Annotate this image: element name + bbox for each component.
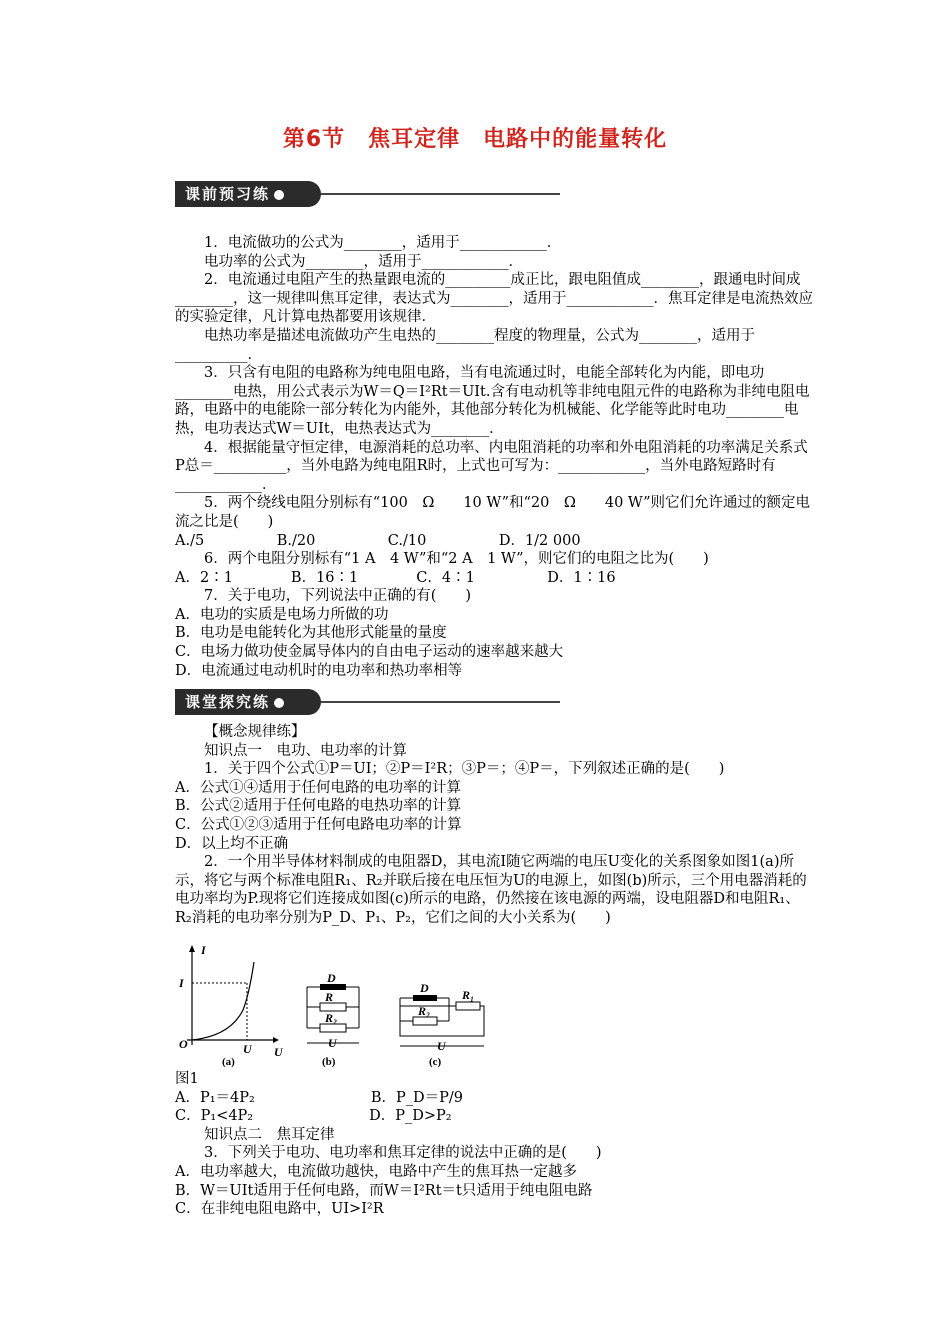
device-d — [413, 995, 437, 1001]
resistor-r2 — [320, 1024, 346, 1032]
origin-label: O — [179, 1037, 188, 1051]
section-banner-class — [175, 689, 560, 715]
label-d: D — [420, 981, 429, 995]
arrow-icon — [273, 1037, 279, 1043]
label-d: D — [327, 971, 336, 985]
resistor-r1 — [456, 1002, 480, 1010]
class-exercises — [175, 723, 815, 928]
caption-b: (b) — [322, 1056, 336, 1068]
arrow-icon — [189, 945, 195, 952]
axis-label-u: U — [274, 1045, 283, 1059]
resistor-r2 — [413, 1017, 437, 1025]
caption-a: (a) — [222, 1056, 235, 1068]
page-title: 第6节 焦耳定律 电路中的能量转化 — [282, 127, 668, 152]
option: C．电场力做功使金属导体内的自由电子运动的速率越来越大 — [175, 644, 564, 661]
option: A．公式①④适用于任何电路的电功率的计算 — [175, 779, 461, 796]
preview-exercises — [175, 234, 815, 680]
option: B．公式②适用于任何电路的电热功率的计算 — [175, 798, 462, 815]
label-r: R — [325, 990, 334, 1004]
knowledge-point: 知识点二 焦耳定律 — [204, 1126, 335, 1143]
bullet-icon — [274, 698, 284, 708]
options-line: A．2∶1 B．16∶1 C．4∶1 D．1∶16 — [175, 569, 616, 586]
paragraph: 电热功率是描述电流做功产生电热的________程度的物理量，公式为________，适用于__________． — [175, 327, 755, 363]
heading: 【概念规律练】 — [204, 724, 306, 740]
option: C．公式①②③适用于任何电路电功率的计算 — [175, 816, 462, 833]
paragraph: 3．下列关于电功、电功率和焦耳定律的说法中正确的是( ) — [204, 1145, 602, 1162]
paragraph: 4．根据能量守恒定律，电源消耗的总功率、内电阻消耗的功率和外电阻消耗的功率满足关系式P总＝__________，当外电路为纯电阻R时，上式也可写为：____________，当外电路短路时有____________． — [175, 439, 808, 493]
iu-curve — [192, 962, 254, 1040]
option: B．W＝UIt适用于任何电路，而W＝I²Rt＝t只适用于纯电阻电路 — [175, 1182, 593, 1199]
section-rule — [321, 701, 560, 703]
paragraph: 7．关于电功，下列说法中正确的有( ) — [204, 588, 472, 605]
label-u-c: U — [437, 1039, 446, 1053]
options-line: C．P₁<4P₂ D．P_D>P₂ — [175, 1108, 452, 1125]
paragraph: 2．一个用半导体材料制成的电阻器D，其电流I随它两端的电压U变化的关系图象如图1(a)所示，将它与两个标准电阻R₁、R₂并联后接在电压恒为U的电源上，如图(b)所示，三个用电器消耗的电功率均为P.现将它们连接成如图(c)所示的电路，仍然接在该电源的两端，设电阻器D和电阻R₁、R₂消耗的电功率分别为P_D、P₁、P₂，它们之间的大小关系为( ) — [175, 854, 807, 926]
option: A．电功的实质是电场力所做的功 — [175, 606, 389, 623]
caption-c: (c) — [429, 1056, 442, 1068]
option: D．以上均不正确 — [175, 835, 289, 852]
resistor-r — [320, 1003, 346, 1011]
section-title: 课前预习练 — [185, 185, 271, 203]
paragraph: 电功率的公式为________，适用于____________． — [204, 253, 523, 270]
label-u-b: U — [328, 1036, 337, 1050]
label-r2: R₂ — [418, 1004, 431, 1018]
option: D．电流通过电动机时的电功率和热功率相等 — [175, 662, 463, 679]
axis-label-i: I — [201, 943, 206, 957]
label-r2: R₂ — [325, 1011, 338, 1025]
paragraph: 1．电流做功的公式为________，适用于____________． — [204, 235, 562, 251]
class-exercises-continued — [175, 1070, 815, 1219]
options-line: A./5 B./20 C./10 D．1/2 000 — [175, 532, 581, 549]
section-title: 课堂探究练 — [185, 693, 271, 711]
paragraph: 5．两个绕线电阻分别标有“100 Ω 10 W”和“20 Ω 40 W”则它们允许通过的额定电流之比是( ) — [175, 495, 811, 530]
label-r1: R₁ — [462, 988, 475, 1002]
section-banner-preview — [175, 181, 560, 207]
option: A．电功率越大，电流做功越快，电路中产生的焦耳热一定越多 — [175, 1163, 577, 1180]
paragraph: 1．关于四个公式①P＝UI；②P＝I²R；③P＝；④P＝，下列叙述正确的是( ) — [204, 761, 725, 778]
tick-label-u: U — [243, 1042, 252, 1056]
option: B．电功是电能转化为其他形式能量的量度 — [175, 625, 447, 642]
bullet-icon — [274, 190, 284, 200]
paragraph: 3．只含有电阻的电路称为纯电阻电路，当有电流通过时，电能全部转化为内能，即电功________电热，用公式表示为W＝Q＝I²Rt＝UIt.含有电动机等非纯电阻元件的电路称为非纯电阻电路，电路中的电能除一部分转化为内能外，其他部分转化为机械能、化学能等此时电功________电热，电功表达式W＝UIt，电热表达式为________． — [175, 365, 810, 437]
section-rule — [321, 193, 560, 195]
option: C．在非纯电阻电路中，UI>I²R — [175, 1201, 384, 1218]
figure-caption: 图1 — [175, 1071, 199, 1087]
options-line: A．P₁＝4P₂ B．P_D＝P/9 — [175, 1089, 463, 1106]
figure-1 — [175, 940, 505, 1070]
paragraph: 2．电流通过电阻产生的热量跟电流的_________成正比，跟电阻值成________，跟通电时间成________，这一规律叫焦耳定律，表达式为________，适用于____________．焦耳定律是电流热效应的实验定律，凡计算电热都要用该规律． — [175, 272, 813, 326]
knowledge-point: 知识点一 电功、电功率的计算 — [204, 742, 407, 759]
paragraph: 6．两个电阻分别标有“1 A 4 W”和“2 A 1 W”，则它们的电阻之比为( ) — [204, 551, 709, 568]
tick-label-i: I — [179, 976, 184, 990]
